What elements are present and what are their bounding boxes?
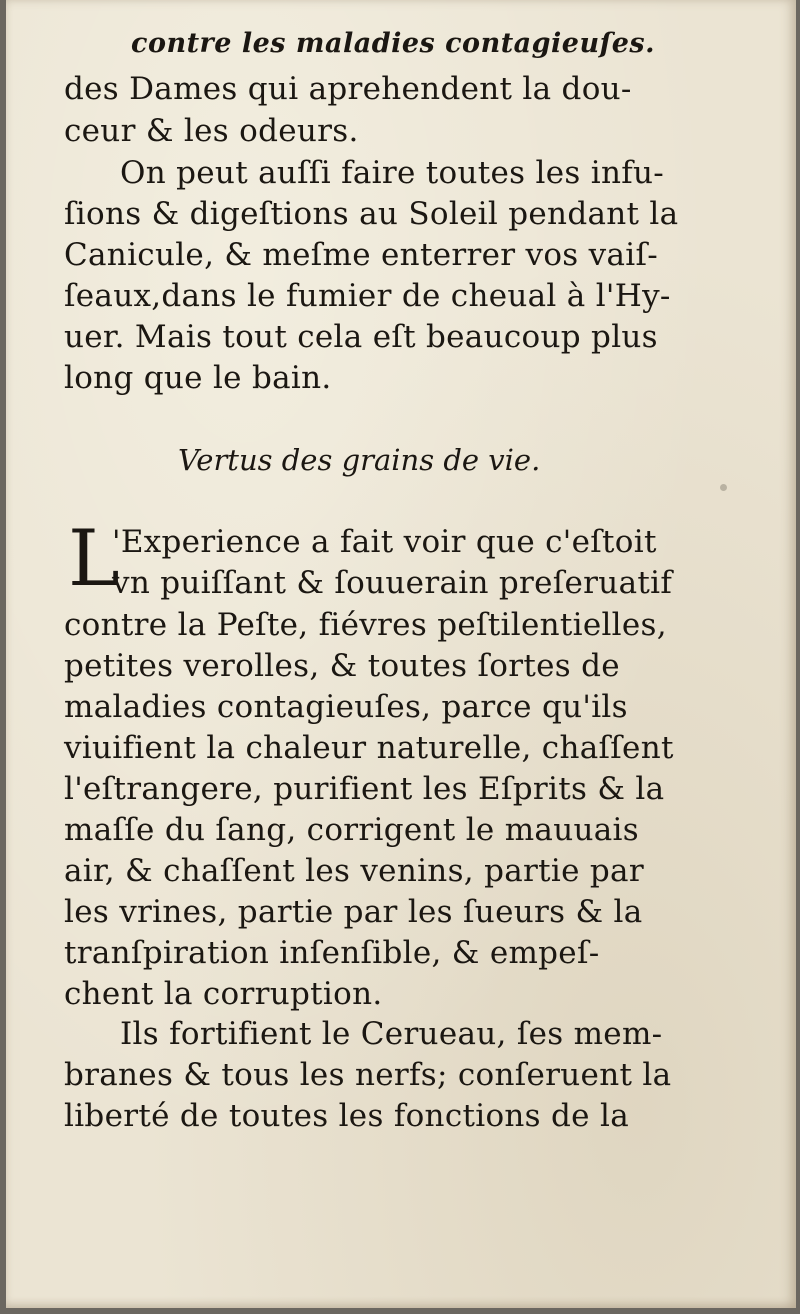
text-line: l'eſtrangere, purifient les Eſprits & la xyxy=(64,771,665,807)
book-page xyxy=(6,0,796,1308)
text-line: ceur & les odeurs. xyxy=(64,113,359,149)
text-line: liberté de toutes les fonctions de la xyxy=(64,1098,629,1134)
text-line: maladies contagieuſes, parce qu'ils xyxy=(64,689,628,725)
text-line: ſeaux,dans le fumier de cheual à l'Hy- xyxy=(64,278,671,314)
text-line: long que le bain. xyxy=(64,360,332,396)
drop-cap: L xyxy=(68,514,120,604)
text-line: chent la corruption. xyxy=(64,976,383,1012)
text-line: uer. Mais tout cela eſt beaucoup plus xyxy=(64,319,658,355)
text-line: viuifient la chaleur naturelle, chaſſent xyxy=(64,730,674,766)
section-heading: Vertus des grains de vie. xyxy=(178,443,541,477)
text-line: maſſe du ſang, corrigent le mauuais xyxy=(64,812,639,848)
text-line: des Dames qui aprehendent la dou- xyxy=(64,71,632,107)
paper-speck xyxy=(720,484,727,491)
text-line: ſions & digeſtions au Soleil pendant la xyxy=(64,196,679,232)
text-line: 'Experience a fait voir que c'eſtoit xyxy=(112,524,657,560)
text-line: On peut auſſi faire toutes les infu- xyxy=(120,155,665,191)
text-line: petites verolles, & toutes ſortes de xyxy=(64,648,620,684)
text-line: Ils fortifient le Cerueau, ſes mem- xyxy=(120,1016,663,1052)
text-line: vn puiſſant & ſouuerain preſeruatif xyxy=(112,565,673,601)
text-line: contre la Peſte, fiévres peſtilentielles, xyxy=(64,607,667,643)
running-head: contre les maladies contagieuſes. xyxy=(131,28,656,59)
text-line: air, & chaſſent les venins, partie par xyxy=(64,853,644,889)
text-line: tranſpiration inſenſible, & empeſ- xyxy=(64,935,600,971)
text-line: Canicule, & meſme enterrer vos vaiſ- xyxy=(64,237,659,273)
text-line: branes & tous les nerfs; conſeruent la xyxy=(64,1057,672,1093)
text-line: les vrines, partie par les ſueurs & la xyxy=(64,894,643,930)
